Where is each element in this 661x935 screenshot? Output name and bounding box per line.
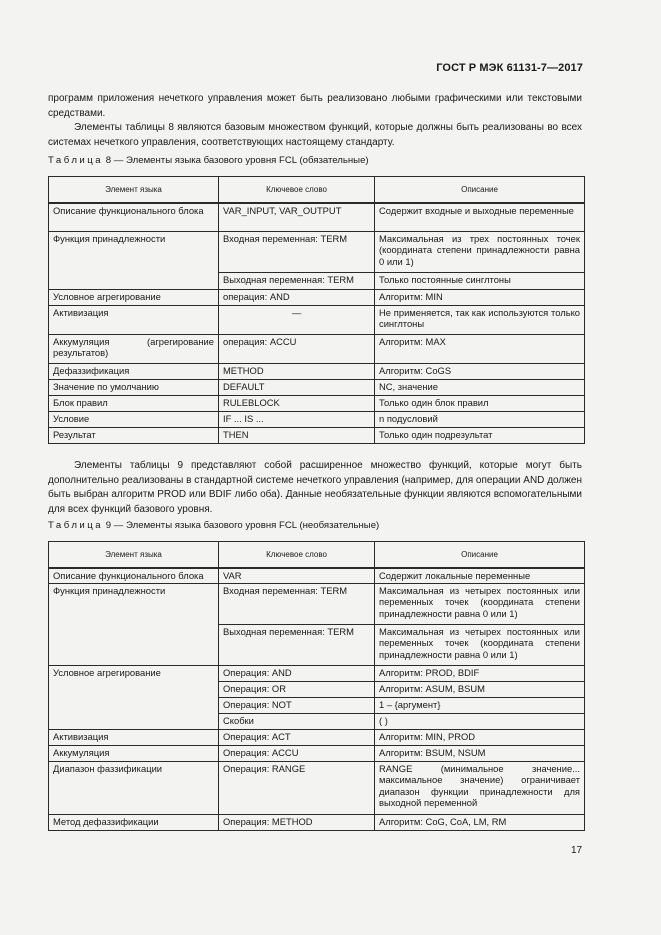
keyword-cell: Входная переменная: TERM [219, 584, 375, 625]
element-cell: Блок правил [49, 396, 219, 412]
table9-header-row [49, 542, 585, 568]
keyword-cell: Операция: RANGE [219, 762, 375, 815]
table-row [49, 306, 585, 335]
description-cell: Алгоритм: MIN, PROD [375, 730, 585, 746]
table-row [49, 412, 585, 428]
description-cell: Максимальная из четырех постоянных или переменных точек (координата степени принадлежности равна 0 или 1) [375, 625, 585, 666]
keyword-cell: Операция: METHOD [219, 815, 375, 831]
description-cell: ( ) [375, 714, 585, 730]
description-cell: n подусловий [375, 412, 585, 428]
description-cell: RANGE (минимальное значение... максимальное значение) ограничивает диапазон функции принадлежности для выходной переменной [375, 762, 585, 815]
element-cell: Метод дефаззификации [49, 815, 219, 831]
element-cell: Результат [49, 428, 219, 444]
keyword-cell: Операция: ACT [219, 730, 375, 746]
keyword-cell: RULEBLOCK [219, 396, 375, 412]
keyword-cell: Скобки [219, 714, 375, 730]
element-cell: Функция принадлежности [49, 232, 219, 290]
description-cell: 1 – {аргумент} [375, 698, 585, 714]
element-cell: Активизация [49, 306, 219, 335]
keyword-cell: Операция: AND [219, 666, 375, 682]
element-cell: Функция принадлежности [49, 584, 219, 666]
description-cell: Только постоянные синглтоны [375, 273, 585, 290]
table-row [49, 335, 585, 364]
table9-caption-text: 9 — Элементы языка базового уровня FCL (необязательные) [105, 520, 380, 531]
description-cell: Максимальная из трех постоянных точек (координата степени принадлежности равна 0 или 1) [375, 232, 585, 273]
element-cell: Условное агрегирование [49, 666, 219, 730]
description-cell: Только один подрезультат [375, 428, 585, 444]
table-row [49, 584, 585, 625]
keyword-cell: DEFAULT [219, 380, 375, 396]
table-row [49, 762, 585, 815]
keyword-cell: VAR_INPUT, VAR_OUTPUT [219, 203, 375, 232]
element-cell: Активизация [49, 730, 219, 746]
keyword-cell: Входная переменная: TERM [219, 232, 375, 273]
element-cell: Условие [49, 412, 219, 428]
table-row [49, 666, 585, 682]
table-row [49, 232, 585, 273]
table-row [49, 290, 585, 306]
element-cell: Диапазон фаззификации [49, 762, 219, 815]
table8-header-description: Описание [375, 177, 585, 203]
keyword-cell: Выходная переменная: TERM [219, 273, 375, 290]
table8-header-keyword: Ключевое слово [219, 177, 375, 203]
table-row [49, 380, 585, 396]
table9-header-keyword: Ключевое слово [219, 542, 375, 568]
table-row [49, 568, 585, 584]
table8-caption [48, 155, 369, 167]
paragraph-table9-intro: Элементы таблицы 9 представляют собой расширенное множество функций, которые могут быть дополнительно реализованы в стандартной системе нечеткого управления (например, для операции AND должен быть выбран алгоритм PROD или BDIF либо оба). Данные необязательные функции являются вспомогательными для всех функций базового уровня. [48, 460, 582, 515]
table-row [49, 203, 585, 232]
keyword-cell: — [219, 306, 375, 335]
paragraph-continuation: программ приложения нечеткого управления может быть реализовано любыми графическими или текстовыми средствами. [48, 93, 582, 119]
table9-caption [48, 520, 379, 532]
table-row [49, 746, 585, 762]
element-cell: Аккумуляция (агрегирование результатов) [49, 335, 219, 364]
description-cell: Алгоритм: CoG, CoA, LM, RM [375, 815, 585, 831]
table8-header-row [49, 177, 585, 203]
description-cell: Не применяется, так как используются только синглтоны [375, 306, 585, 335]
page-number: 17 [571, 845, 583, 856]
element-cell: Описание функционального блока [49, 203, 219, 232]
keyword-cell: IF ... IS ... [219, 412, 375, 428]
table-row [49, 730, 585, 746]
table8-caption-text: 8 — Элементы языка базового уровня FCL (обязательные) [105, 155, 369, 166]
table8-header-element: Элемент языка [49, 177, 219, 203]
paragraph-table8-intro: Элементы таблицы 8 являются базовым множеством функций, которые должны быть реализованы во всех системах нечеткого управления, соответствующих настоящему стандарту. [48, 122, 582, 148]
table-9 [48, 541, 585, 831]
element-cell: Условное агрегирование [49, 290, 219, 306]
keyword-cell: METHOD [219, 364, 375, 380]
table-row [49, 428, 585, 444]
document-code: ГОСТ Р МЭК 61131-7—2017 [436, 62, 583, 74]
description-cell: Алгоритм: MIN [375, 290, 585, 306]
keyword-cell: THEN [219, 428, 375, 444]
description-cell: NC, значение [375, 380, 585, 396]
table9-header-description: Описание [375, 542, 585, 568]
keyword-cell: Операция: NOT [219, 698, 375, 714]
description-cell: Только один блок правил [375, 396, 585, 412]
description-cell: Содержит локальные переменные [375, 568, 585, 584]
table-row [49, 815, 585, 831]
description-cell: Алгоритм: ASUM, BSUM [375, 682, 585, 698]
keyword-cell: Операция: OR [219, 682, 375, 698]
description-cell: Алгоритм: CoGS [375, 364, 585, 380]
element-cell: Аккумуляция [49, 746, 219, 762]
table9-header-element: Элемент языка [49, 542, 219, 568]
description-cell: Содержит входные и выходные переменные [375, 203, 585, 232]
keyword-cell: операция: AND [219, 290, 375, 306]
table-row [49, 364, 585, 380]
element-cell: Значение по умолчанию [49, 380, 219, 396]
keyword-cell: VAR [219, 568, 375, 584]
element-cell: Дефаззификация [49, 364, 219, 380]
description-cell: Алгоритм: PROD, BDIF [375, 666, 585, 682]
keyword-cell: операция: ACCU [219, 335, 375, 364]
description-cell: Максимальная из четырех постоянных или переменных точек (координата степени принадлежности равна 0 или 1) [375, 584, 585, 625]
table9-caption-label: Таблица [48, 520, 104, 531]
table-8 [48, 176, 585, 444]
description-cell: Алгоритм: BSUM, NSUM [375, 746, 585, 762]
table8-caption-label: Таблица [48, 155, 104, 166]
table-row [49, 396, 585, 412]
keyword-cell: Операция: ACCU [219, 746, 375, 762]
element-cell: Описание функционального блока [49, 568, 219, 584]
description-cell: Алгоритм: MAX [375, 335, 585, 364]
keyword-cell: Выходная переменная: TERM [219, 625, 375, 666]
